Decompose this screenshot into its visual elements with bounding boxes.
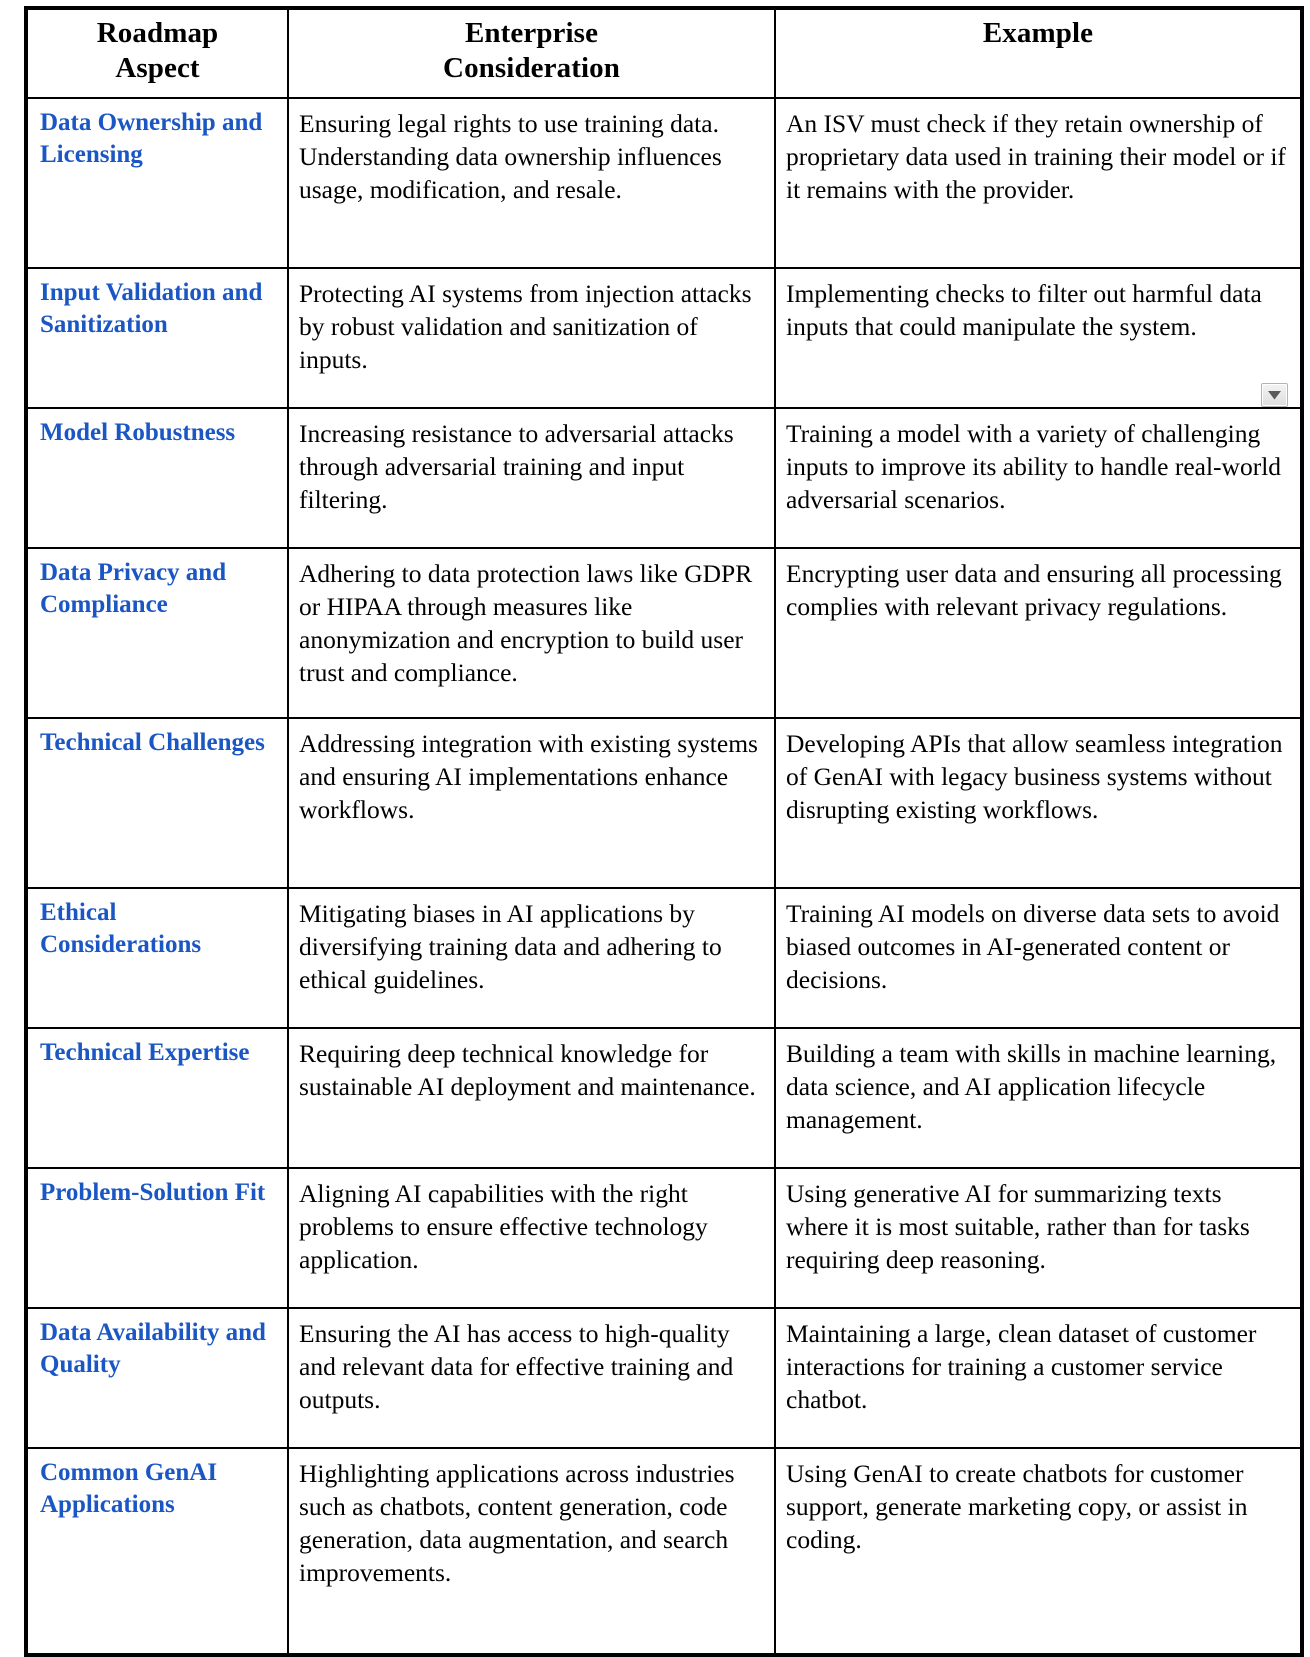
cell-example: Using generative AI for summarizing texts where it is most suitable, rather than for tasks requiring deep reasoning. xyxy=(775,1168,1302,1308)
cell-example: Maintaining a large, clean dataset of customer interactions for training a customer service chatbot. xyxy=(775,1308,1302,1448)
roadmap-table xyxy=(24,6,1304,1657)
column-header-roadmap-aspect-line1: Roadmap xyxy=(96,17,219,49)
table-row xyxy=(26,548,1302,718)
column-header-enterprise-consideration xyxy=(288,8,775,98)
cell-consideration: Adhering to data protection laws like GDPR or HIPAA through measures like anonymization and encryption to build user trust and compliance. xyxy=(288,548,775,718)
cell-consideration: Addressing integration with existing systems and ensuring AI implementations enhance workflows. xyxy=(288,718,775,888)
table-row xyxy=(26,1168,1302,1308)
cell-consideration: Mitigating biases in AI applications by diversifying training data and adhering to ethical guidelines. xyxy=(288,888,775,1028)
column-header-example-line1: Example xyxy=(982,17,1094,49)
cell-aspect: Input Validation and Sanitization xyxy=(26,268,288,408)
table-body xyxy=(26,98,1302,1655)
table-row xyxy=(26,1308,1302,1448)
table-row xyxy=(26,1028,1302,1168)
column-header-enterprise-consideration-line2: Consideration xyxy=(443,52,620,85)
cell-aspect: Technical Expertise xyxy=(26,1028,288,1168)
cell-consideration: Ensuring legal rights to use training data. Understanding data ownership influences usage, modification, and resale. xyxy=(288,98,775,268)
cell-consideration: Requiring deep technical knowledge for sustainable AI deployment and maintenance. xyxy=(288,1028,775,1168)
cell-consideration: Protecting AI systems from injection attacks by robust validation and sanitization of inputs. xyxy=(288,268,775,408)
table-row xyxy=(26,98,1302,268)
cell-aspect: Model Robustness xyxy=(26,408,288,548)
cell-aspect: Data Privacy and Compliance xyxy=(26,548,288,718)
cell-example: Encrypting user data and ensuring all processing complies with relevant privacy regulations. xyxy=(775,548,1302,718)
cell-aspect: Problem-Solution Fit xyxy=(26,1168,288,1308)
table-row xyxy=(26,268,1302,408)
cell-example: Training a model with a variety of challenging inputs to improve its ability to handle real-world adversarial scenarios. xyxy=(775,408,1302,548)
cell-consideration: Ensuring the AI has access to high-quality and relevant data for effective training and outputs. xyxy=(288,1308,775,1448)
cell-example: Using GenAI to create chatbots for customer support, generate marketing copy, or assist in coding. xyxy=(775,1448,1302,1655)
cell-example: Developing APIs that allow seamless integration of GenAI with legacy business systems without disrupting existing workflows. xyxy=(775,718,1302,888)
table-header xyxy=(26,8,1302,98)
column-header-enterprise-consideration-line1: Enterprise xyxy=(464,17,599,49)
cell-aspect: Common GenAI Applications xyxy=(26,1448,288,1655)
table-row xyxy=(26,888,1302,1028)
cell-example: Implementing checks to filter out harmful data inputs that could manipulate the system. xyxy=(775,268,1302,408)
table-row xyxy=(26,718,1302,888)
cell-example: An ISV must check if they retain ownership of proprietary data used in training their model or if it remains with the provider. xyxy=(775,98,1302,268)
cell-aspect: Technical Challenges xyxy=(26,718,288,888)
cell-aspect: Data Availability and Quality xyxy=(26,1308,288,1448)
cell-example: Training AI models on diverse data sets to avoid biased outcomes in AI-generated content or decisions. xyxy=(775,888,1302,1028)
cell-consideration: Highlighting applications across industries such as chatbots, content generation, code generation, data augmentation, and search improvements. xyxy=(288,1448,775,1655)
column-header-example xyxy=(775,8,1302,98)
cell-aspect: Data Ownership and Licensing xyxy=(26,98,288,268)
table-row xyxy=(26,408,1302,548)
cell-example: Building a team with skills in machine learning, data science, and AI application lifecycle management. xyxy=(775,1028,1302,1168)
table-row xyxy=(26,1448,1302,1655)
cell-aspect: Ethical Considerations xyxy=(26,888,288,1028)
chevron-down-icon[interactable] xyxy=(1261,383,1288,407)
column-header-roadmap-aspect xyxy=(26,8,288,98)
table-header-row xyxy=(26,8,1302,98)
column-header-roadmap-aspect-line2: Aspect xyxy=(115,52,200,85)
cell-consideration: Aligning AI capabilities with the right problems to ensure effective technology application. xyxy=(288,1168,775,1308)
cell-consideration: Increasing resistance to adversarial attacks through adversarial training and input filtering. xyxy=(288,408,775,548)
